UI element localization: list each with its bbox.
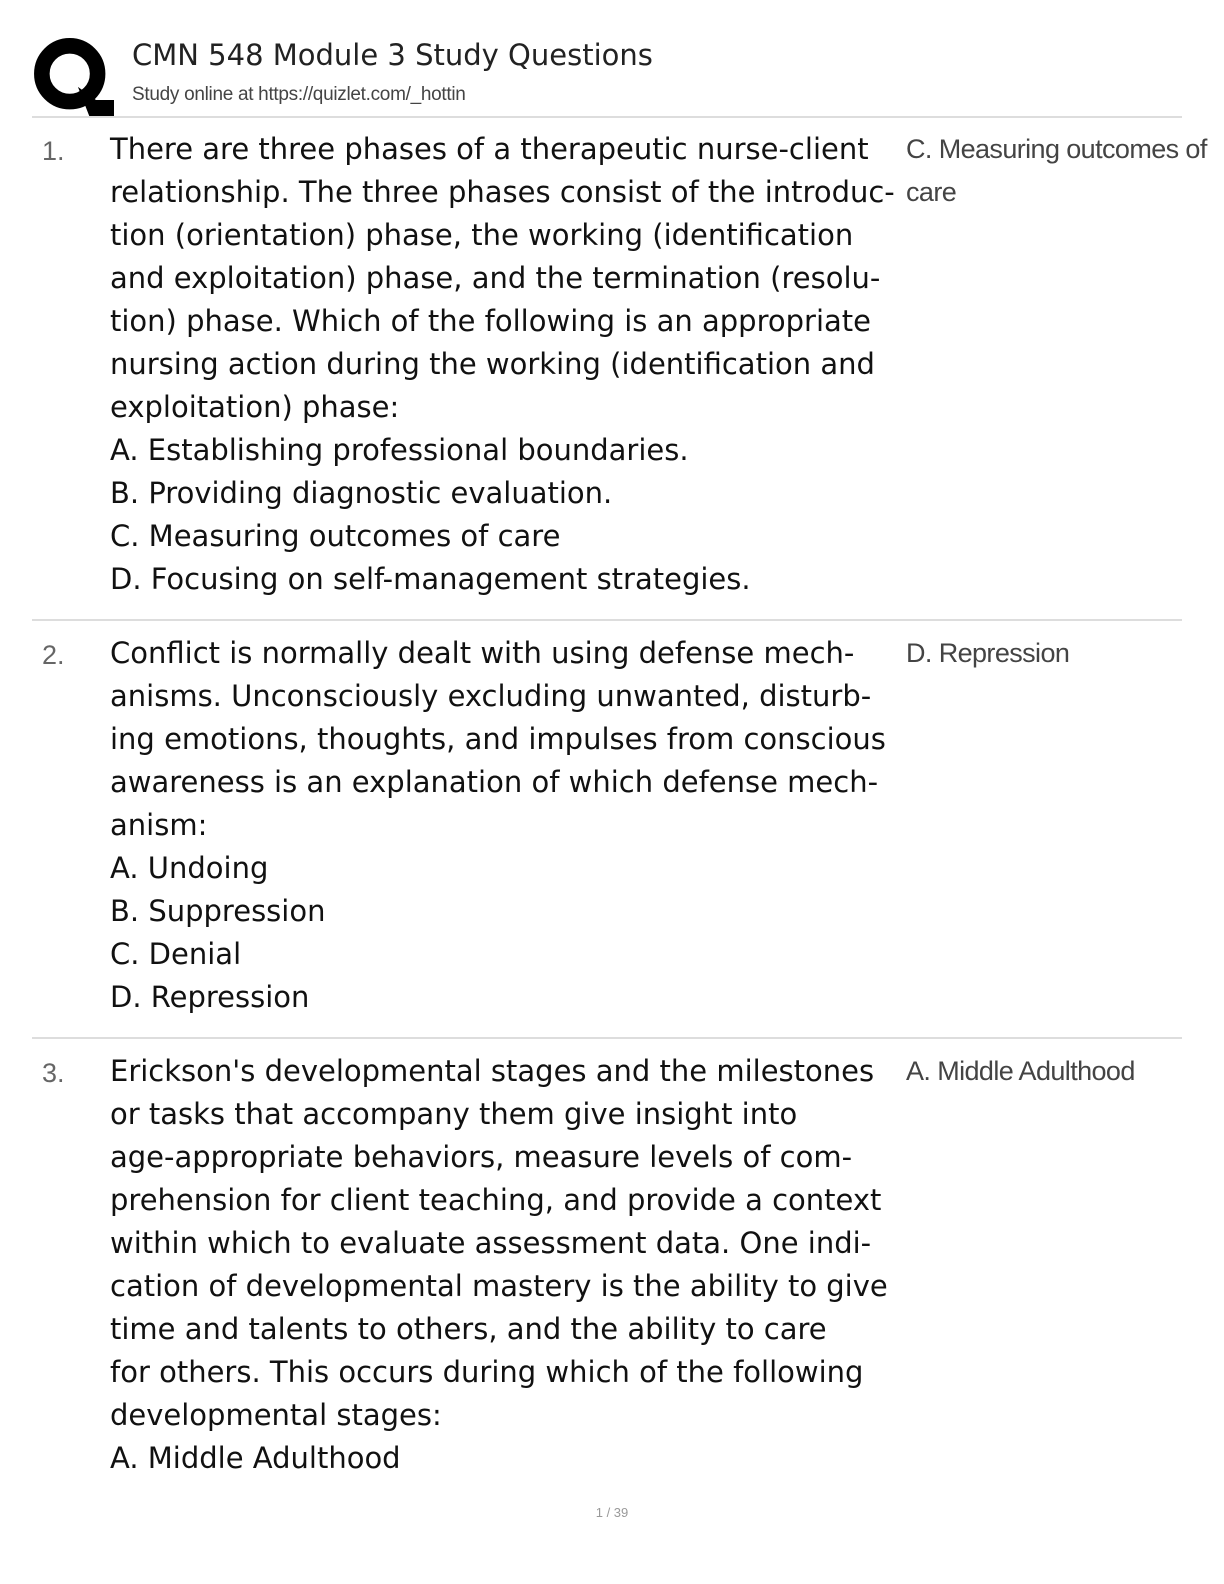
answer-line: care bbox=[906, 177, 957, 207]
option-a: A. Middle Adulthood bbox=[110, 1441, 401, 1475]
study-online-link[interactable]: Study online at https://quizlet.com/_hottin bbox=[132, 84, 466, 105]
answer-text bbox=[906, 632, 1182, 675]
answer-line: D. Repression bbox=[906, 638, 1070, 668]
question-text bbox=[110, 1050, 910, 1480]
question-line: time and talents to others, and the ability to care bbox=[110, 1312, 827, 1346]
question-line: cation of developmental mastery is the ability to give bbox=[110, 1269, 888, 1303]
question-line: Conflict is normally dealt with using defense mech- bbox=[110, 636, 855, 670]
question-line: anism: bbox=[110, 808, 208, 842]
question-line: ing emotions, thoughts, and impulses from conscious bbox=[110, 722, 886, 756]
option-a: A. Undoing bbox=[110, 851, 269, 885]
quizlet-logo-icon bbox=[32, 36, 114, 118]
page-number: 1 / 39 bbox=[595, 1505, 629, 1520]
option-b: B. Suppression bbox=[110, 894, 326, 928]
question-card-3 bbox=[32, 1050, 1182, 1490]
option-c: C. Measuring outcomes of care bbox=[110, 519, 561, 553]
question-divider bbox=[32, 619, 1182, 621]
question-line: developmental stages: bbox=[110, 1398, 442, 1432]
option-d: D. Focusing on self-management strategies. bbox=[110, 562, 751, 596]
question-number: 1. bbox=[42, 136, 65, 166]
question-number: 3. bbox=[42, 1058, 65, 1088]
answer-line: A. Middle Adulthood bbox=[906, 1056, 1135, 1086]
question-line: within which to evaluate assessment data. One indi- bbox=[110, 1226, 872, 1260]
option-a: A. Establishing professional boundaries. bbox=[110, 433, 689, 467]
question-text bbox=[110, 128, 910, 601]
question-line: exploitation) phase: bbox=[110, 390, 400, 424]
option-b: B. Providing diagnostic evaluation. bbox=[110, 476, 613, 510]
question-text bbox=[110, 632, 910, 1019]
document-title: CMN 548 Module 3 Study Questions bbox=[132, 38, 653, 72]
question-line: anisms. Unconsciously excluding unwanted, disturb- bbox=[110, 679, 872, 713]
header-divider bbox=[32, 116, 1182, 118]
page-header bbox=[32, 32, 1182, 118]
question-card-1 bbox=[32, 128, 1207, 608]
question-line: and exploitation) phase, and the termination (resolu- bbox=[110, 261, 881, 295]
question-line: Erickson's developmental stages and the milestones bbox=[110, 1054, 875, 1088]
question-line: tion (orientation) phase, the working (identification bbox=[110, 218, 854, 252]
answer-text bbox=[906, 128, 1207, 214]
option-d: D. Repression bbox=[110, 980, 310, 1014]
question-line: tion) phase. Which of the following is an appropriate bbox=[110, 304, 871, 338]
question-line: relationship. The three phases consist of the introduc- bbox=[110, 175, 895, 209]
question-line: or tasks that accompany them give insight into bbox=[110, 1097, 798, 1131]
option-c: C. Denial bbox=[110, 937, 242, 971]
answer-line: C. Measuring outcomes of bbox=[906, 134, 1207, 164]
question-divider bbox=[32, 1037, 1182, 1039]
question-line: prehension for client teaching, and provide a context bbox=[110, 1183, 882, 1217]
question-line: age-appropriate behaviors, measure levels of com- bbox=[110, 1140, 853, 1174]
question-line: nursing action during the working (identification and bbox=[110, 347, 875, 381]
question-line: awareness is an explanation of which defense mech- bbox=[110, 765, 879, 799]
question-card-2 bbox=[32, 632, 1182, 1027]
question-number: 2. bbox=[42, 640, 65, 670]
question-line: for others. This occurs during which of the following bbox=[110, 1355, 864, 1389]
answer-text bbox=[906, 1050, 1182, 1093]
question-line: There are three phases of a therapeutic nurse-client bbox=[110, 132, 869, 166]
